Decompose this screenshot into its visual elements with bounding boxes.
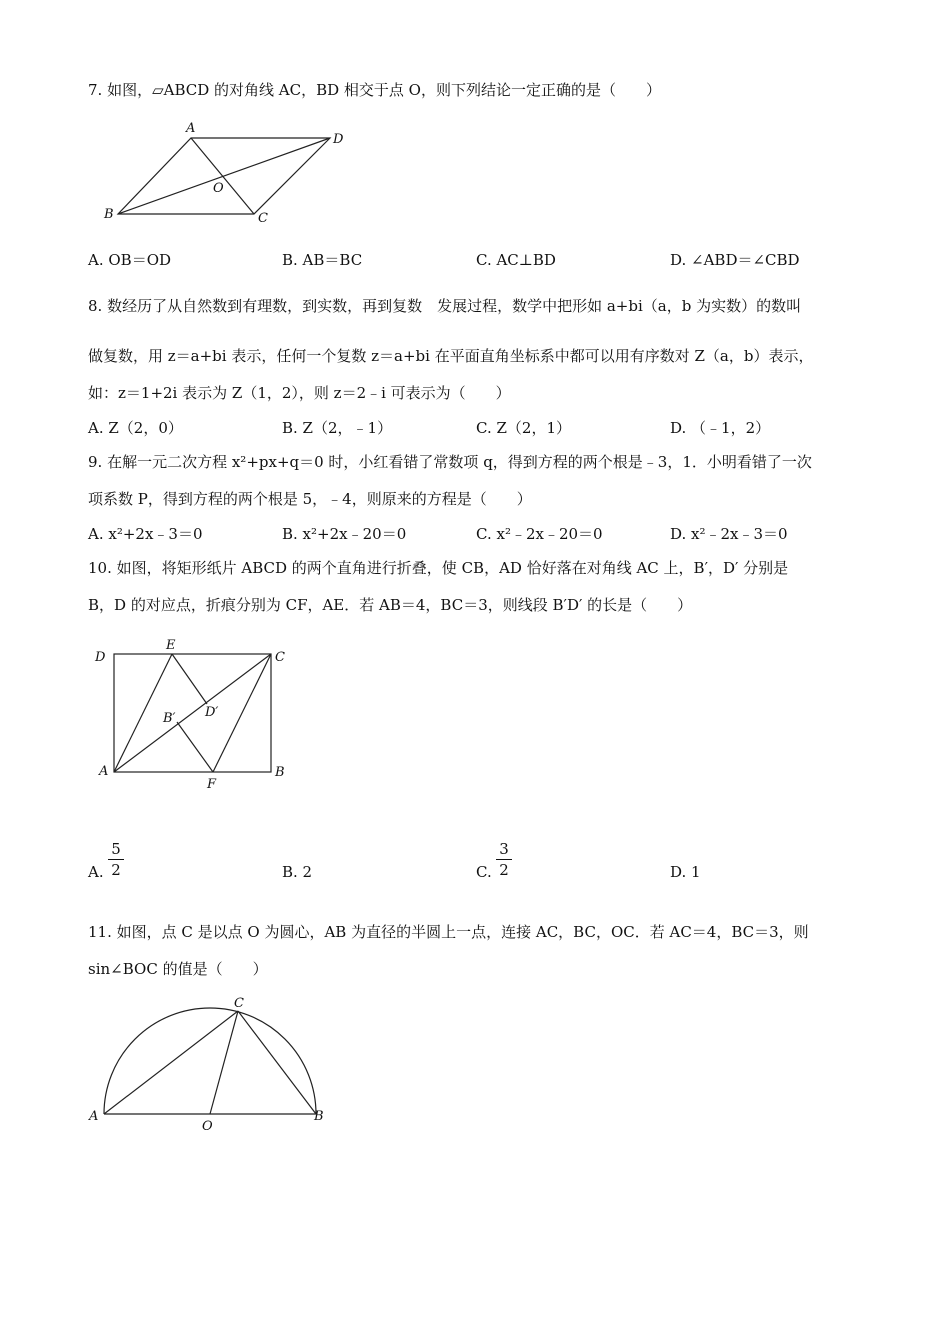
label-c: C [234,996,244,1011]
q7-option-a[interactable]: A. OB＝OD [88,251,172,269]
label-a: A [186,121,196,136]
q7-option-b[interactable]: B. AB＝BC [282,251,363,269]
semicircle-arc [104,1008,316,1114]
label-d: D [95,650,106,665]
fraction-bar [496,859,512,860]
q8-stem-line-2: 做复数，用 z＝a+bi 表示，任何一个复数 z＝a+bi 在平面直角坐标系中都可以用有序数对 Z（a，b）表示， [88,347,814,365]
label-d-prime: D′ [205,705,219,720]
q10-option-a[interactable] [88,862,104,882]
segment-ed-prime [172,654,207,704]
fold-cf [213,654,271,772]
label-b-prime: B′ [163,711,176,726]
q8-option-b[interactable]: B. Z（2，﹣1） [282,419,393,437]
label-b: B [314,1109,324,1124]
q10-option-c[interactable] [476,862,492,882]
fraction-denominator: 2 [111,861,121,879]
q8-stem-line-1: 8. 数经历了从自然数到有理数，到实数，再到复数 发展过程，数学中把形如 a+bi（a，b 为实数）的数叫 [88,297,802,315]
label-f: F [207,777,217,792]
label-b: B [275,765,285,780]
q9-option-a[interactable]: A. x²+2x﹣3＝0 [88,525,203,543]
q11-semicircle-figure [88,996,338,1140]
q10-option-c-prefix: C. [476,863,492,881]
label-o: O [202,1119,213,1134]
q9-option-c[interactable]: C. x²﹣2x﹣20＝0 [476,525,603,543]
segment-fb-prime [177,722,213,772]
q8-option-c[interactable]: C. Z（2，1） [476,419,571,437]
q9-stem-line-2: 项系数 P，得到方程的两个根是 5，﹣4，则原来的方程是（ ） [88,490,532,508]
q8-option-a[interactable]: A. Z（2，0） [88,419,183,437]
q9-stem-line-1: 9. 在解一元二次方程 x²+px+q＝0 时，小红看错了常数项 q，得到方程的两个根是﹣3，1．小明看错了一次 [88,453,812,471]
fraction-numerator: 5 [111,840,121,858]
q10-stem-line-1: 10. 如图，将矩形纸片 ABCD 的两个直角进行折叠，使 CB，AD 恰好落在对角线 AC 上，B′，D′ 分别是 [88,559,789,577]
q7-parallelogram-figure [88,118,368,232]
q7-stem: 7. 如图，▱ABCD 的对角线 AC，BD 相交于点 O，则下列结论一定正确的是（ ） [88,81,661,99]
label-a: A [89,1109,99,1124]
chord-ac [104,1011,238,1114]
label-c: C [275,650,285,665]
label-o: O [213,181,224,196]
q10-option-d[interactable]: D. 1 [670,863,701,881]
fraction-denominator: 2 [499,861,509,879]
q10-option-a-prefix: A. [88,863,104,881]
diagonal-ac [114,654,271,772]
diagonal-bd [118,138,330,214]
label-e: E [166,638,176,653]
q10-stem-line-2: B，D 的对应点，折痕分别为 CF，AE．若 AB＝4，BC＝3，则线段 B′D′ 的长是（ ） [88,596,693,614]
label-d: D [333,132,344,147]
q11-stem-line-2: sin∠BOC 的值是（ ） [88,960,268,978]
q7-option-d[interactable]: D. ∠ABD＝∠CBD [670,251,800,269]
q10-rectangle-fold-figure [88,636,308,800]
q7-option-c[interactable]: C. AC⊥BD [476,251,556,269]
q8-stem-line-3: 如：z＝1+2i 表示为 Z（1，2），则 z＝2﹣i 可表示为（ ） [88,384,511,402]
radius-oc [210,1011,238,1114]
label-a: A [99,764,109,779]
label-c: C [258,211,268,226]
q10-option-a-fraction [108,840,124,879]
q9-option-d[interactable]: D. x²﹣2x﹣3＝0 [670,525,788,543]
q10-option-b[interactable]: B. 2 [282,863,313,881]
fraction-numerator: 3 [499,840,509,858]
q10-option-c-fraction [496,840,512,879]
label-b: B [104,207,114,222]
q11-stem-line-1: 11. 如图，点 C 是以点 O 为圆心，AB 为直径的半圆上一点，连接 AC，BC，OC．若 AC＝4，BC＝3，则 [88,923,809,941]
fraction-bar [108,859,124,860]
chord-bc [238,1011,316,1114]
q9-option-b[interactable]: B. x²+2x﹣20＝0 [282,525,407,543]
q8-option-d[interactable]: D. （﹣1，2） [670,419,771,437]
